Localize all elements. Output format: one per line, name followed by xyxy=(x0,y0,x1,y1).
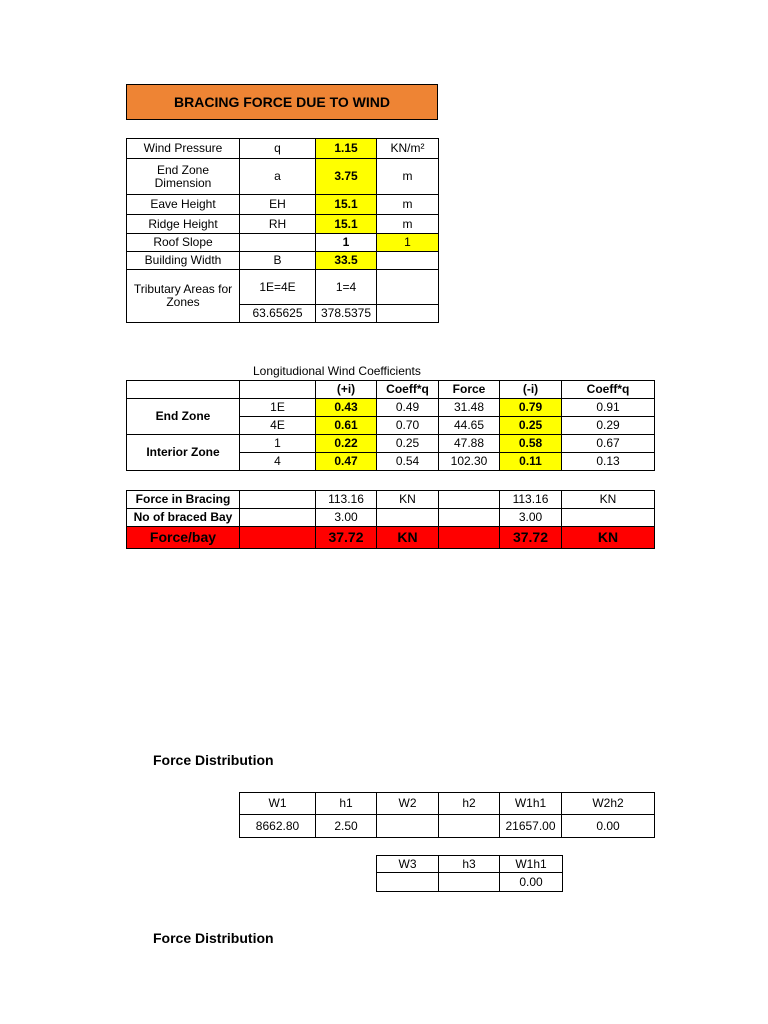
coefficient-row-1e xyxy=(127,399,655,417)
braced-bay-label: No of braced Bay xyxy=(127,509,240,527)
empty-cell xyxy=(240,491,316,509)
neg-i-cell[interactable]: 0.25 xyxy=(500,417,562,435)
zone-cell: 4E xyxy=(240,417,316,435)
header-coeff-q2: Coeff*q xyxy=(562,381,655,399)
param-row-wind-pressure xyxy=(127,139,439,159)
force-per-bay-row xyxy=(127,527,655,549)
per-bay-value-1: 37.72 xyxy=(316,527,377,549)
coeff-q2-cell: 0.13 xyxy=(562,453,655,471)
per-bay-unit-2: KN xyxy=(562,527,655,549)
dist2-header-w1h1: W1h1 xyxy=(500,856,563,873)
param-unit: m xyxy=(377,215,439,234)
force-per-bay-label: Force/bay xyxy=(127,527,240,549)
neg-i-cell[interactable]: 0.58 xyxy=(500,435,562,453)
force-distribution-title: Force Distribution xyxy=(153,752,274,768)
tributary-empty xyxy=(377,270,439,305)
dist-header-w1h1: W1h1 xyxy=(500,793,562,815)
param-symbol: EH xyxy=(240,195,316,215)
coeff-q2-cell: 0.29 xyxy=(562,417,655,435)
coeff-q-cell: 0.70 xyxy=(377,417,439,435)
header-pos-i: (+i) xyxy=(316,381,377,399)
param-symbol: q xyxy=(240,139,316,159)
dist-header-h1: h1 xyxy=(316,793,377,815)
neg-i-cell[interactable]: 0.11 xyxy=(500,453,562,471)
interior-zone-label: Interior Zone xyxy=(127,435,240,471)
coefficient-row-1 xyxy=(127,435,655,453)
param-symbol: B xyxy=(240,252,316,270)
param-label: Building Width xyxy=(127,252,240,270)
per-bay-unit-1: KN xyxy=(377,527,439,549)
param-value[interactable]: 15.1 xyxy=(316,195,377,215)
header-coeff-q: Coeff*q xyxy=(377,381,439,399)
empty-cell xyxy=(439,491,500,509)
bays-value-2: 3.00 xyxy=(500,509,562,527)
param-unit: KN/m² xyxy=(377,139,439,159)
tributary-zone-a: 1E=4E xyxy=(240,270,316,305)
param-label: Eave Height xyxy=(127,195,240,215)
dist-value-w1h1: 21657.00 xyxy=(500,815,562,838)
dist2-header-w3: W3 xyxy=(377,856,439,873)
param-unit: m xyxy=(377,195,439,215)
per-bay-value-2: 37.72 xyxy=(500,527,562,549)
pos-i-cell[interactable]: 0.22 xyxy=(316,435,377,453)
param-unit: m xyxy=(377,159,439,195)
empty-cell xyxy=(439,527,500,549)
zone-cell: 4 xyxy=(240,453,316,471)
param-row-ridge-height xyxy=(127,215,439,234)
dist-value-w2 xyxy=(377,815,439,838)
param-value[interactable]: 1 xyxy=(316,234,377,252)
distribution-value-row xyxy=(240,815,655,838)
param-row-end-zone xyxy=(127,159,439,195)
force-value-1: 113.16 xyxy=(316,491,377,509)
header-cell xyxy=(240,381,316,399)
dist2-value-w3 xyxy=(377,873,439,892)
param-value[interactable]: 15.1 xyxy=(316,215,377,234)
distribution-table-2 xyxy=(376,855,563,892)
force-unit-2: KN xyxy=(562,491,655,509)
tributary-area-a: 63.65625 xyxy=(240,305,316,323)
param-unit[interactable]: 1 xyxy=(377,234,439,252)
coefficients-table xyxy=(126,380,655,471)
coeff-q-cell: 0.49 xyxy=(377,399,439,417)
param-row-roof-slope xyxy=(127,234,439,252)
param-value[interactable]: 33.5 xyxy=(316,252,377,270)
param-symbol xyxy=(240,234,316,252)
tributary-empty xyxy=(377,305,439,323)
dist2-header-h3: h3 xyxy=(439,856,500,873)
empty-cell xyxy=(377,509,439,527)
param-label: End Zone Dimension xyxy=(127,159,240,195)
tributary-zone-b: 1=4 xyxy=(316,270,377,305)
param-value[interactable]: 3.75 xyxy=(316,159,377,195)
end-zone-label: End Zone xyxy=(127,399,240,435)
coeff-q-cell: 0.25 xyxy=(377,435,439,453)
param-symbol: RH xyxy=(240,215,316,234)
pos-i-cell[interactable]: 0.43 xyxy=(316,399,377,417)
coefficients-header-row xyxy=(127,381,655,399)
param-value[interactable]: 1.15 xyxy=(316,139,377,159)
zone-cell: 1E xyxy=(240,399,316,417)
coefficients-caption: Longitudional Wind Coefficients xyxy=(253,364,421,378)
neg-i-cell[interactable]: 0.79 xyxy=(500,399,562,417)
force-cell: 31.48 xyxy=(439,399,500,417)
dist-header-w2: W2 xyxy=(377,793,439,815)
dist2-value-w1h1: 0.00 xyxy=(500,873,563,892)
empty-cell xyxy=(240,527,316,549)
header-neg-i: (-i) xyxy=(500,381,562,399)
distribution-header-row xyxy=(240,793,655,815)
param-label: Wind Pressure xyxy=(127,139,240,159)
empty-cell xyxy=(439,509,500,527)
force-unit-1: KN xyxy=(377,491,439,509)
sheet-title: BRACING FORCE DUE TO WIND xyxy=(126,84,438,120)
force-in-bracing-label: Force in Bracing xyxy=(127,491,240,509)
distribution-table xyxy=(239,792,655,838)
dist-value-h2 xyxy=(439,815,500,838)
coeff-q2-cell: 0.91 xyxy=(562,399,655,417)
force-in-bracing-row xyxy=(127,491,655,509)
empty-cell xyxy=(562,509,655,527)
dist-value-h1: 2.50 xyxy=(316,815,377,838)
param-unit xyxy=(377,252,439,270)
bays-value-1: 3.00 xyxy=(316,509,377,527)
parameters-table xyxy=(126,138,439,323)
header-force: Force xyxy=(439,381,500,399)
tributary-label: Tributary Areas for Zones xyxy=(127,270,240,323)
pos-i-cell[interactable]: 0.47 xyxy=(316,453,377,471)
force-distribution-title-2: Force Distribution xyxy=(153,930,274,946)
empty-cell xyxy=(240,509,316,527)
pos-i-cell[interactable]: 0.61 xyxy=(316,417,377,435)
dist-header-h2: h2 xyxy=(439,793,500,815)
tributary-row xyxy=(127,270,439,305)
distribution2-value-row xyxy=(377,873,563,892)
force-value-2: 113.16 xyxy=(500,491,562,509)
header-cell xyxy=(127,381,240,399)
param-row-eave-height xyxy=(127,195,439,215)
param-row-building-width xyxy=(127,252,439,270)
braced-bay-row xyxy=(127,509,655,527)
zone-cell: 1 xyxy=(240,435,316,453)
force-cell: 44.65 xyxy=(439,417,500,435)
coeff-q-cell: 0.54 xyxy=(377,453,439,471)
dist-header-w2h2: W2h2 xyxy=(562,793,655,815)
tributary-area-b: 378.5375 xyxy=(316,305,377,323)
param-label: Roof Slope xyxy=(127,234,240,252)
dist-value-w2h2: 0.00 xyxy=(562,815,655,838)
bracing-table xyxy=(126,490,655,549)
force-cell: 102.30 xyxy=(439,453,500,471)
dist2-value-h3 xyxy=(439,873,500,892)
param-label: Ridge Height xyxy=(127,215,240,234)
dist-header-w1: W1 xyxy=(240,793,316,815)
force-cell: 47.88 xyxy=(439,435,500,453)
coeff-q2-cell: 0.67 xyxy=(562,435,655,453)
dist-value-w1: 8662.80 xyxy=(240,815,316,838)
distribution2-header-row xyxy=(377,856,563,873)
param-symbol: a xyxy=(240,159,316,195)
